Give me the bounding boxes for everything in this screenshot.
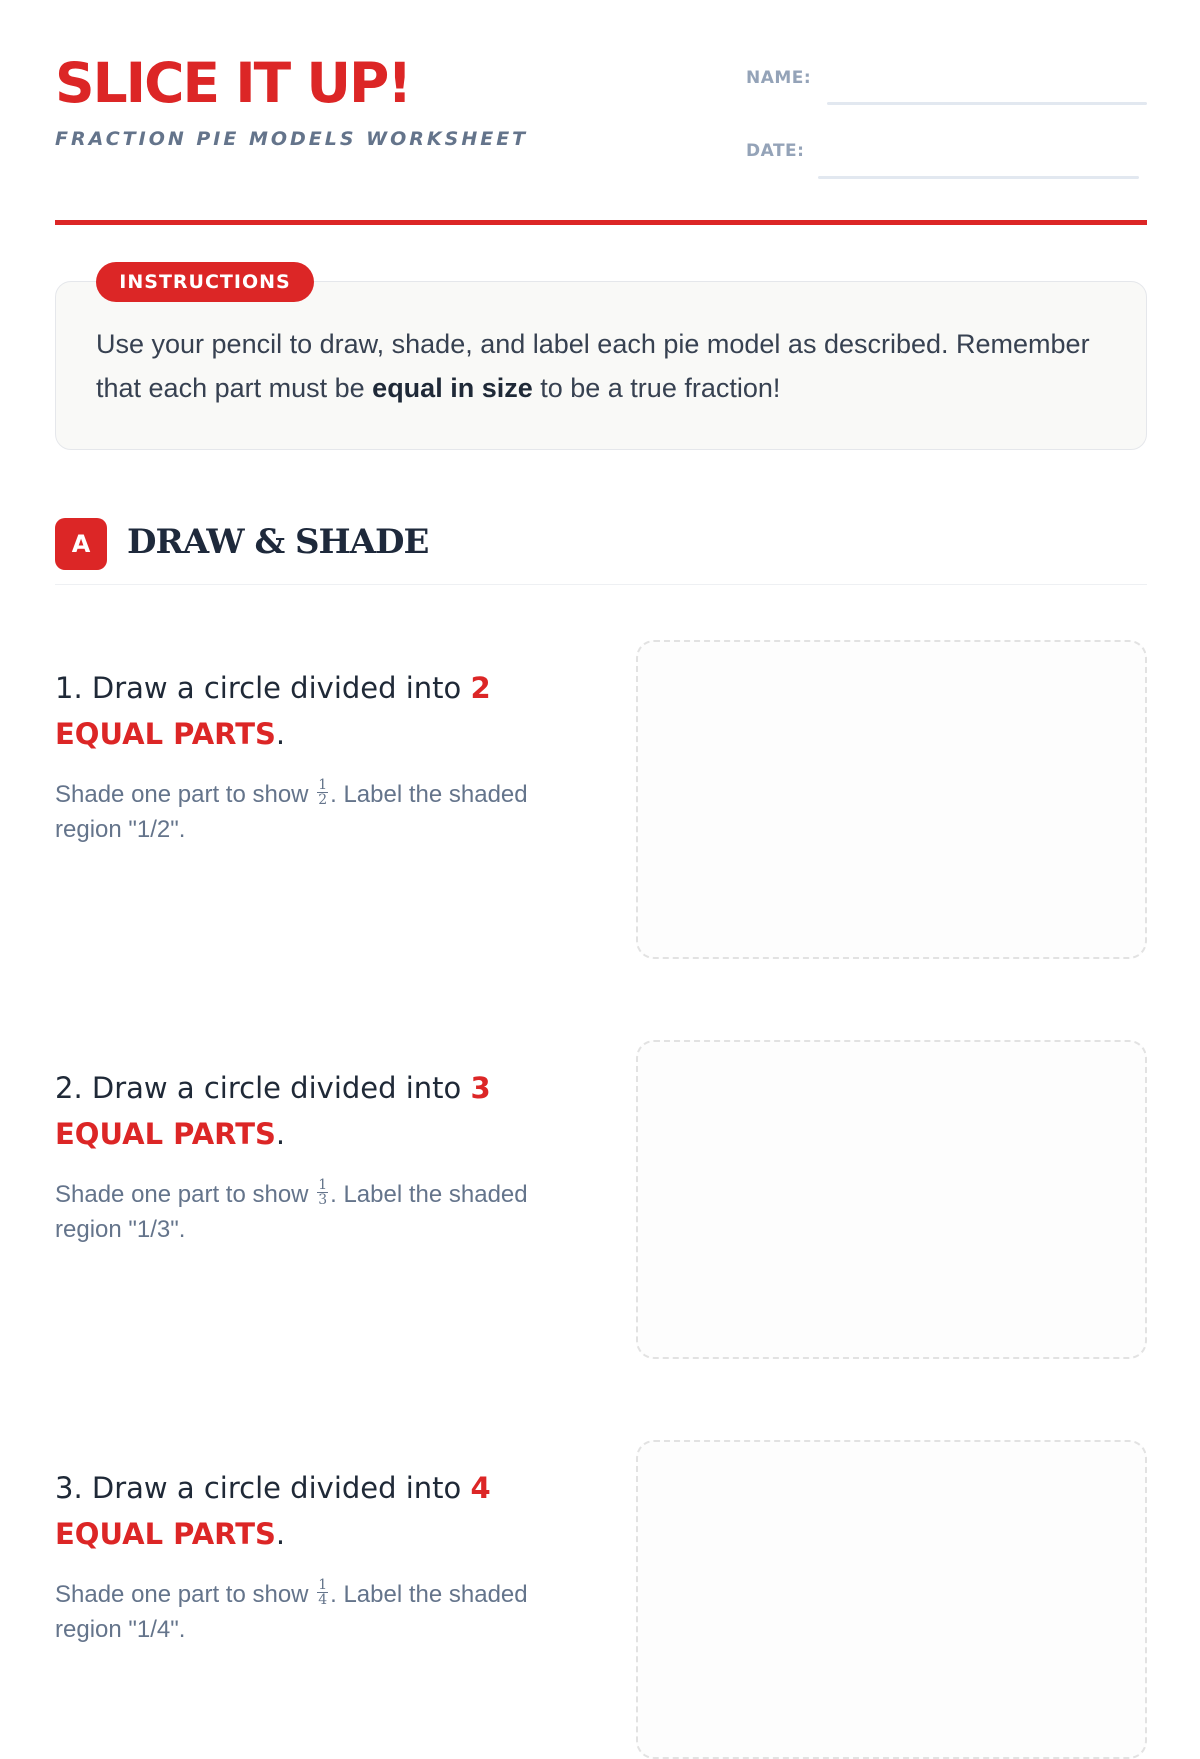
problem-2-description bbox=[55, 1177, 565, 1247]
problem-2-parts: EQUAL PARTS bbox=[55, 1117, 276, 1151]
problem-1-period: . bbox=[275, 717, 286, 751]
problem-2-title bbox=[55, 1065, 555, 1157]
name-label: NAME: bbox=[746, 68, 812, 88]
fraction-denominator: 3 bbox=[318, 1192, 328, 1209]
instructions-text-start: Use your pencil to draw, shade, and label each pie model as described. Remember that each part must be bbox=[96, 329, 1090, 403]
worksheet-title: SLICE IT UP! bbox=[55, 51, 411, 115]
problem-1-drawing-area[interactable] bbox=[636, 640, 1147, 959]
instructions-badge: INSTRUCTIONS bbox=[96, 262, 314, 302]
problem-1-desc-end: . Label the shaded region "1/2". bbox=[55, 781, 528, 843]
problem-1-prefix: 1. Draw a circle divided into bbox=[55, 671, 471, 705]
problem-2-desc-end: . Label the shaded region "1/3". bbox=[55, 1181, 528, 1243]
problem-2-count: 3 bbox=[470, 1071, 491, 1105]
fraction-one-half bbox=[317, 778, 328, 807]
fraction-numerator: 1 bbox=[318, 1577, 328, 1594]
problem-2-period: . bbox=[275, 1117, 286, 1151]
section-badge: A bbox=[55, 518, 107, 570]
worksheet-subtitle: FRACTION PIE MODELS WORKSHEET bbox=[55, 128, 529, 150]
fraction-numerator: 1 bbox=[318, 777, 328, 794]
problem-3-desc-end: . Label the shaded region "1/4". bbox=[55, 1581, 528, 1643]
problem-1-count: 2 bbox=[470, 671, 491, 705]
section-title: DRAW & SHADE bbox=[127, 522, 429, 562]
instructions-text-bold: equal in size bbox=[372, 373, 533, 403]
date-label: DATE: bbox=[746, 141, 805, 161]
section-divider bbox=[55, 584, 1147, 585]
problem-1-description bbox=[55, 777, 565, 847]
problem-3-desc-start: Shade one part to show bbox=[55, 1581, 316, 1608]
problem-3-period: . bbox=[275, 1517, 286, 1551]
problem-1-desc-start: Shade one part to show bbox=[55, 781, 316, 808]
fraction-denominator: 2 bbox=[318, 792, 328, 809]
fraction-numerator: 1 bbox=[318, 1177, 328, 1194]
instructions-text-end: to be a true fraction! bbox=[532, 373, 781, 403]
problem-1-title bbox=[55, 665, 555, 757]
problem-3-count: 4 bbox=[470, 1471, 491, 1505]
problem-2-drawing-area[interactable] bbox=[636, 1040, 1147, 1359]
problem-3-drawing-area[interactable] bbox=[636, 1440, 1147, 1759]
problem-1-parts: EQUAL PARTS bbox=[55, 717, 276, 751]
problem-3-description bbox=[55, 1577, 565, 1647]
fraction-one-quarter bbox=[317, 1578, 328, 1607]
header-divider bbox=[55, 220, 1147, 225]
problem-2-desc-start: Shade one part to show bbox=[55, 1181, 316, 1208]
instructions-text bbox=[96, 322, 1116, 410]
fraction-denominator: 4 bbox=[318, 1592, 328, 1609]
date-field-line[interactable] bbox=[818, 176, 1139, 179]
problem-3-prefix: 3. Draw a circle divided into bbox=[55, 1471, 471, 1505]
problem-3-parts: EQUAL PARTS bbox=[55, 1517, 276, 1551]
fraction-one-third bbox=[317, 1178, 328, 1207]
name-field-line[interactable] bbox=[827, 102, 1147, 105]
problem-3-title bbox=[55, 1465, 555, 1557]
problem-2-prefix: 2. Draw a circle divided into bbox=[55, 1071, 471, 1105]
